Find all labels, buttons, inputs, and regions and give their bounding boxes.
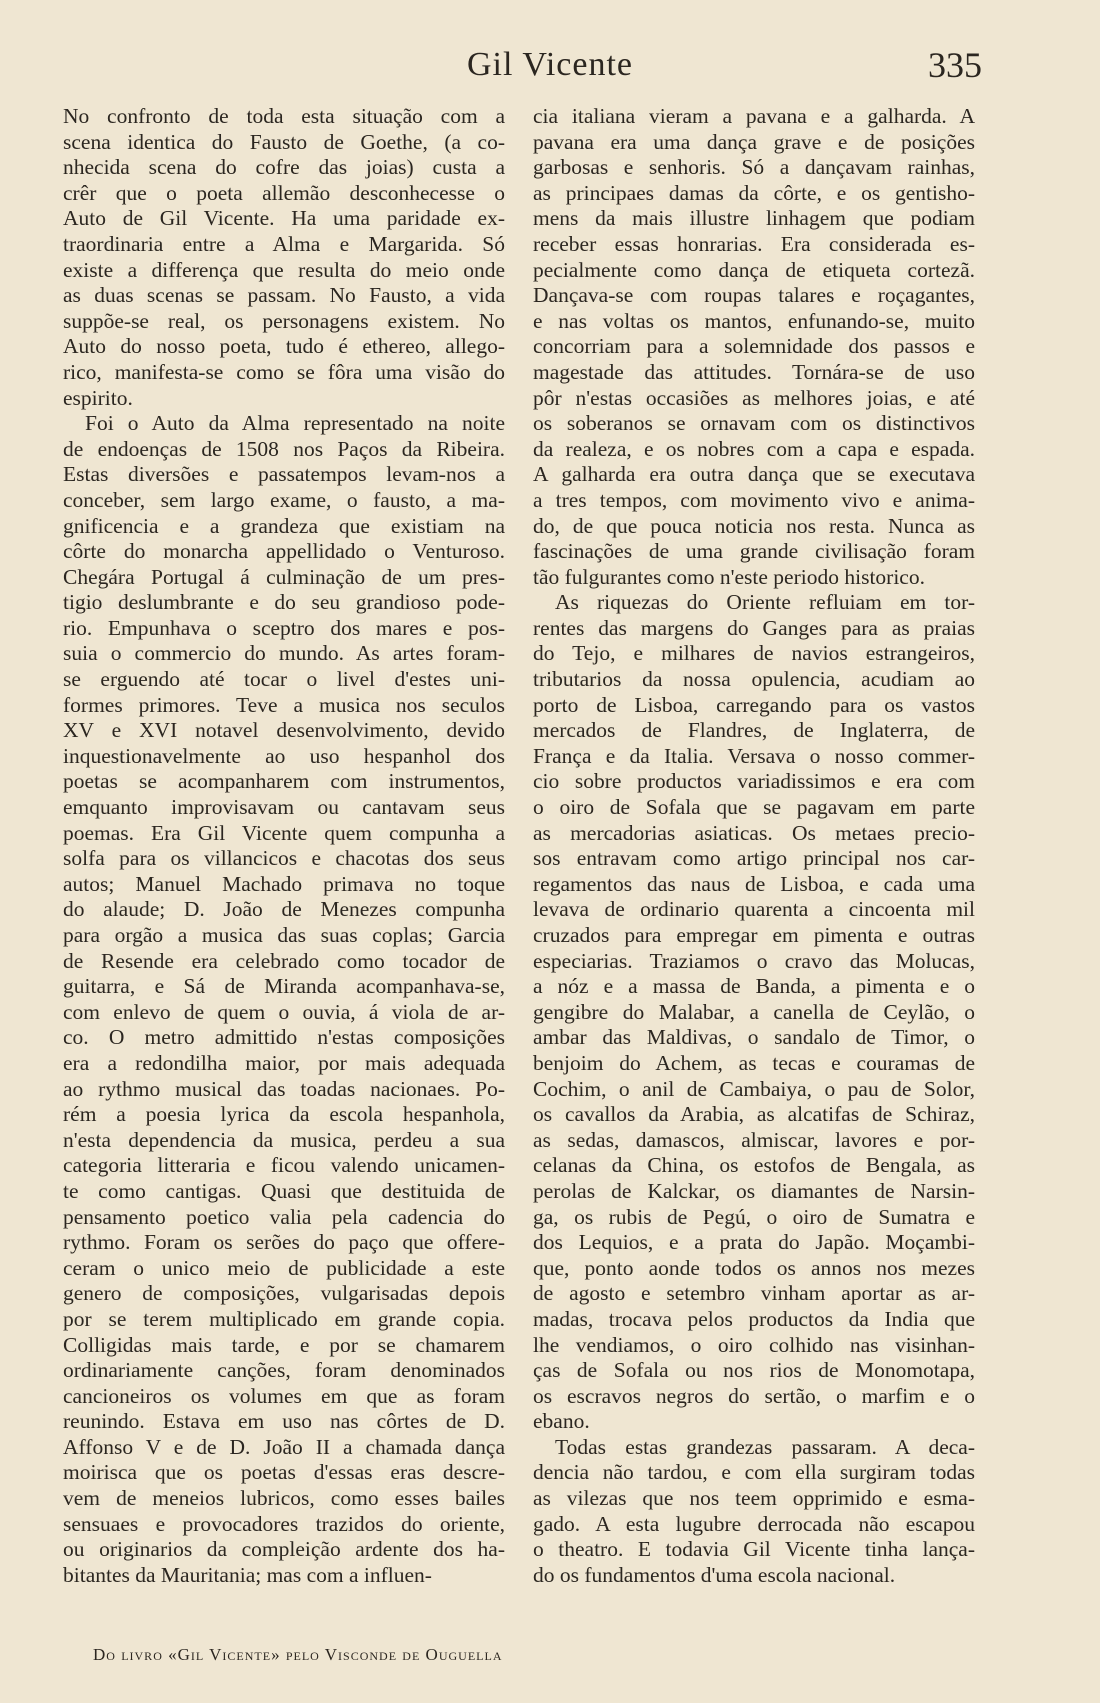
text-line: benjoim do Achem, as tecas e couramas de bbox=[533, 1050, 975, 1075]
text-line: se erguendo até tocar o livel d'estes uni- bbox=[63, 667, 505, 692]
right-text-column bbox=[533, 104, 975, 1588]
text-line: Foi o Auto da Alma representado na noite bbox=[85, 411, 505, 436]
text-line: Auto do nosso poeta, tudo é ethereo, allego- bbox=[63, 334, 505, 359]
text-line: rio. Empunhava o sceptro dos mares e pos- bbox=[63, 615, 505, 640]
text-line: moirisca que os poetas d'essas eras descre- bbox=[63, 1460, 505, 1485]
text-line: as principaes damas da côrte, e os gentisho- bbox=[533, 180, 975, 205]
source-byline: Do livro «Gil Vicente» pelo Visconde de Ouguella bbox=[93, 1645, 503, 1664]
text-line: Estas diversões e passatempos levam-nos a bbox=[63, 462, 505, 487]
text-line: Colligidas mais tarde, e por se chamarem bbox=[63, 1332, 505, 1357]
text-line: categoria litteraria e ficou valendo unicamen- bbox=[63, 1153, 505, 1178]
text-line: Chegára Portugal á culminação de um pres- bbox=[63, 564, 505, 589]
text-line: rém a poesia lyrica da escola hespanhola, bbox=[63, 1102, 505, 1127]
text-line: n'esta dependencia da musica, perdeu a sua bbox=[63, 1127, 505, 1152]
text-line: crêr que o poeta allemão desconhecesse o bbox=[63, 180, 505, 205]
text-line: gengibre do Malabar, a canella de Ceylão, o bbox=[533, 999, 975, 1024]
running-title: Gil Vicente bbox=[466, 46, 633, 83]
text-line: mens da mais illustre linhagem que podiam bbox=[533, 206, 975, 231]
text-line: do Tejo, e milhares de navios estrangeiros, bbox=[533, 641, 975, 666]
text-line: tigio deslumbrante e do seu grandioso pode- bbox=[63, 590, 505, 615]
text-line: XV e XVI notavel desenvolvimento, devido bbox=[63, 718, 505, 743]
text-line: os cavallos da Arabia, as alcatifas de Schiraz, bbox=[533, 1102, 975, 1127]
text-line: dos Lequios, e a prata do Japão. Moçambi- bbox=[533, 1230, 975, 1255]
text-line: cia italiana vieram a pavana e a galharda. A bbox=[533, 104, 975, 128]
text-line: França e da Italia. Versava o nosso commer- bbox=[533, 743, 975, 768]
text-line: e nas voltas os mantos, enfunando-se, muito bbox=[533, 308, 975, 333]
text-line: traordinaria entre a Alma e Margarida. Só bbox=[63, 231, 505, 256]
text-line: scena identica do Fausto de Goethe, (a co- bbox=[63, 129, 505, 154]
text-line: te como cantigas. Quasi que destituida de bbox=[63, 1178, 505, 1203]
text-line: Todas estas grandezas passaram. A deca- bbox=[555, 1434, 975, 1459]
text-line: ambar das Maldivas, o sandalo de Timor, o bbox=[533, 1025, 975, 1050]
text-line: suppõe-se real, os personagens existem. No bbox=[63, 308, 505, 333]
text-line: fascinações de uma grande civilisação foram bbox=[533, 539, 975, 564]
text-line: ga, os rubis de Pegú, o oiro de Sumatra e bbox=[533, 1204, 975, 1229]
text-line: tão fulgurantes como n'este periodo historico. bbox=[533, 564, 925, 589]
text-line: dencia não tardou, e com ella surgiram todas bbox=[533, 1460, 975, 1485]
text-line: garbosas e senhoris. Só a dançavam rainhas, bbox=[533, 155, 975, 180]
text-line: côrte do monarcha appellidado o Venturoso. bbox=[63, 539, 505, 564]
text-line: poemas. Era Gil Vicente quem compunha a bbox=[63, 820, 505, 845]
text-line: as vilezas que nos teem opprimido e esma- bbox=[533, 1486, 975, 1511]
text-line: rentes das margens do Ganges para as praias bbox=[533, 615, 975, 640]
text-line: os escravos negros do sertão, o marfim e o bbox=[533, 1383, 975, 1408]
text-line: madas, trocava pelos productos da India que bbox=[533, 1306, 975, 1331]
text-line: da realeza, e os nobres com a capa e espada. bbox=[533, 436, 975, 461]
text-line: pôr n'estas occasiões as melhores joias, e até bbox=[533, 385, 975, 410]
text-line: porto de Lisboa, carregando para os vastos bbox=[533, 692, 975, 717]
text-line: Auto de Gil Vicente. Ha uma paridade ex- bbox=[63, 206, 505, 231]
text-line: tributarios da nossa opulencia, acudiam ao bbox=[533, 667, 975, 692]
text-line: por se terem multiplicado em grande copia. bbox=[63, 1306, 505, 1331]
text-line: que, ponto aonde todos os annos nos mezes bbox=[533, 1255, 975, 1280]
text-line: espirito. bbox=[63, 385, 133, 410]
text-line: mercados de Flandres, de Inglaterra, de bbox=[533, 718, 975, 743]
text-line: solfa para os villancicos e chacotas dos seus bbox=[63, 846, 505, 871]
text-line: regamentos das naus de Lisboa, e cada uma bbox=[533, 871, 975, 896]
text-line: rico, manifesta-se como se fôra uma visão do bbox=[63, 359, 505, 384]
text-line: co. O metro admittido n'estas composições bbox=[63, 1025, 505, 1050]
text-line: suia o commercio do mundo. As artes foram- bbox=[63, 641, 505, 666]
text-line: ordinariamente canções, foram denominados bbox=[63, 1358, 505, 1383]
text-line: Cochim, o anil de Cambaiya, o pau de Solor, bbox=[533, 1076, 975, 1101]
text-line: autos; Manuel Machado primava no toque bbox=[63, 871, 505, 896]
text-line: emquanto improvisavam ou cantavam seus bbox=[63, 795, 505, 820]
text-line: As riquezas do Oriente refluiam em tor- bbox=[555, 590, 975, 615]
text-line: as duas scenas se passam. No Fausto, a vida bbox=[63, 283, 505, 308]
text-line: pensamento poetico valia pela cadencia do bbox=[63, 1204, 505, 1229]
text-line: gnificencia e a grandeza que existiam na bbox=[63, 513, 505, 538]
text-line: com enlevo de quem o ouvia, á viola de ar- bbox=[63, 999, 505, 1024]
text-line: genero de composições, vulgarisadas depois bbox=[63, 1281, 505, 1306]
text-line: o theatro. E todavia Gil Vicente tinha lança- bbox=[533, 1537, 975, 1562]
text-line: cio sobre productos variadissimos e era com bbox=[533, 769, 975, 794]
text-line: poetas se acompanharem com instrumentos, bbox=[63, 769, 505, 794]
text-line: para orgão a musica das suas coplas; Garcia bbox=[63, 923, 505, 947]
page-number: 335 bbox=[928, 45, 982, 85]
text-line: conceber, sem largo exame, o fausto, a ma- bbox=[63, 487, 505, 512]
text-line: celanas da China, os estofos de Bengala, as bbox=[533, 1153, 975, 1178]
text-line: bitantes da Mauritania; mas com a influen- bbox=[63, 1562, 432, 1587]
text-line: pecialmente como dança de etiqueta cortezã. bbox=[533, 257, 975, 282]
text-line: magestade das attitudes. Tornára-se de uso bbox=[533, 359, 975, 384]
text-line: ao rythmo musical das toadas nacionaes. Po- bbox=[63, 1076, 505, 1101]
left-text-column bbox=[63, 104, 505, 1588]
text-line: perolas de Kalckar, os diamantes de Narsin- bbox=[533, 1178, 975, 1203]
text-line: sos entravam como artigo principal nos car- bbox=[533, 846, 975, 871]
text-line: gado. A esta lugubre derrocada não escapou bbox=[533, 1511, 975, 1536]
text-line: lhe vendiamos, o oiro colhido nas visinhan- bbox=[533, 1332, 975, 1357]
text-line: os soberanos se ornavam com os distinctivos bbox=[533, 411, 975, 436]
text-line: a nóz e a massa de Banda, a pimenta e o bbox=[533, 974, 975, 999]
text-line: A galharda era outra dança que se executava bbox=[533, 462, 975, 487]
text-line: as mercadorias asiaticas. Os metaes precio- bbox=[533, 820, 975, 845]
text-line: reunindo. Estava em uso nas côrtes de D. bbox=[63, 1409, 505, 1434]
text-line: a tres tempos, com movimento vivo e anima- bbox=[533, 487, 975, 512]
text-line: era a redondilha maior, por mais adequada bbox=[63, 1050, 505, 1075]
text-line: do alaude; D. João de Menezes compunha bbox=[63, 897, 505, 922]
text-line: No confronto de toda esta situação com a bbox=[63, 104, 505, 128]
text-line: pavana era uma dança grave e de posições bbox=[533, 129, 975, 154]
text-line: vem de meneios lubricos, como esses bailes bbox=[63, 1486, 505, 1511]
text-line: de endoenças de 1508 nos Paços da Ribeira. bbox=[63, 436, 505, 461]
text-line: nhecida scena do cofre das joias) custa a bbox=[63, 155, 505, 180]
text-line: formes primores. Teve a musica nos seculos bbox=[63, 692, 505, 717]
text-line: ças de Sofala ou nos rios de Monomotapa, bbox=[533, 1358, 975, 1383]
text-line: inquestionavelmente ao uso hespanhol dos bbox=[63, 743, 505, 768]
text-line: ebano. bbox=[533, 1409, 590, 1434]
text-line: de Resende era celebrado como tocador de bbox=[63, 948, 505, 973]
text-line: receber essas honrarias. Era considerada es- bbox=[533, 231, 975, 256]
text-line: cancioneiros os volumes em que as foram bbox=[63, 1383, 505, 1408]
text-line: levava de ordinario quarenta a cincoenta mil bbox=[533, 897, 975, 922]
text-line: concorriam para a solemnidade dos passos e bbox=[533, 334, 975, 359]
text-line: ceram o unico meio de publicidade a este bbox=[63, 1255, 505, 1280]
text-line: guitarra, e Sá de Miranda acompanhava-se, bbox=[63, 974, 505, 999]
text-line: rythmo. Foram os serões do paço que offere- bbox=[63, 1230, 505, 1255]
text-line: do, de que pouca noticia nos resta. Nunca as bbox=[533, 513, 975, 538]
text-line: especiarias. Traziamos o cravo das Molucas, bbox=[533, 948, 975, 973]
text-line: o oiro de Sofala que se pagavam em parte bbox=[533, 795, 975, 820]
text-line: sensuaes e provocadores trazidos do oriente, bbox=[63, 1511, 505, 1536]
text-line: as sedas, damascos, almiscar, lavores e por- bbox=[533, 1127, 975, 1152]
text-line: ou originarios da compleição ardente dos ha- bbox=[63, 1537, 505, 1562]
text-line: de agosto e setembro vinham aportar as ar- bbox=[533, 1281, 975, 1306]
text-line: do os fundamentos d'uma escola nacional. bbox=[533, 1562, 896, 1587]
text-line: existe a differença que resulta do meio onde bbox=[63, 257, 505, 282]
text-line: cruzados para empregar em pimenta e outras bbox=[533, 923, 975, 947]
text-line: Affonso V e de D. João II a chamada dança bbox=[63, 1434, 505, 1459]
text-line: Dançava-se com roupas talares e roçagantes, bbox=[533, 283, 975, 308]
